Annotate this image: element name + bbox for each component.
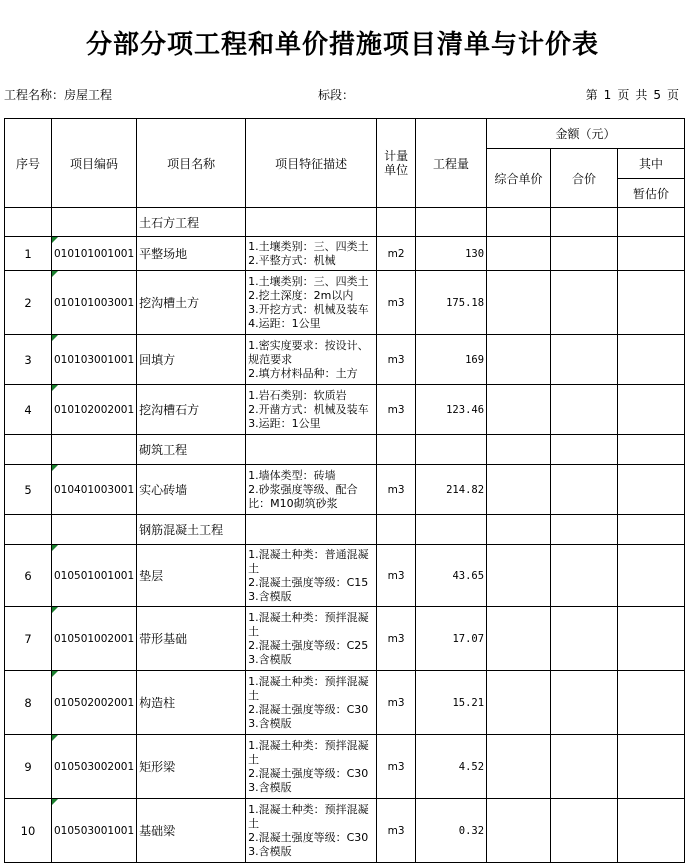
description-line: 2.填方材料品种：土方 [248,366,358,380]
total-cell [551,237,618,271]
description-line: 土 [248,752,260,766]
empty-cell [246,208,377,237]
code-cell [51,208,136,237]
code-cell [51,435,136,465]
unit-price-cell [487,799,551,863]
section-row [5,515,685,545]
description-line: 1.混凝土种类：预拌混凝 [248,802,369,816]
header-code: 项目编码 [51,119,136,208]
description-line: 3.含模版 [248,652,292,666]
page-total-suffix: 页 [666,88,679,102]
empty-cell [617,208,684,237]
item-name: 实心砖墙 [137,465,246,515]
item-name: 构造柱 [137,671,246,735]
empty-cell [377,515,416,545]
item-description [246,335,377,385]
item-name: 挖沟槽土方 [137,271,246,335]
table-row [5,607,685,671]
section-title: 钢筋混凝土工程 [137,515,246,545]
item-code: 010501001001 [51,545,136,607]
item-code: 010101001001 [51,237,136,271]
empty-cell [551,435,618,465]
empty-cell [487,435,551,465]
total-cell [551,799,618,863]
provisional-cell [617,607,684,671]
unit-cell: m3 [377,545,416,607]
page-total-prefix: 共 [635,88,648,102]
item-name: 矩形梁 [137,735,246,799]
unit-cell: m3 [377,335,416,385]
description-line: 2.混凝土强度等级：C30 [248,702,369,716]
empty-cell [246,515,377,545]
empty-cell [377,208,416,237]
item-code: 010503002001 [51,735,136,799]
item-code: 010102002001 [51,385,136,435]
unit-price-cell [487,671,551,735]
seq-cell: 6 [5,545,52,607]
description-line: 2.混凝土强度等级：C25 [248,638,369,652]
unit-price-cell [487,545,551,607]
description-line: 土 [248,561,260,575]
description-line: 1.岩石类别：软质岩 [248,388,347,402]
description-line: 1.墙体类型：砖墙 [248,468,336,482]
description-line: 2.砂浆强度等级、配合 [248,482,358,496]
page-prefix: 第 [585,88,598,102]
seq-cell: 10 [5,799,52,863]
seq-cell [5,515,52,545]
seq-cell: 7 [5,607,52,671]
empty-cell [551,208,618,237]
item-code: 010103001001 [51,335,136,385]
description-line: 土 [248,816,260,830]
empty-cell [487,208,551,237]
unit-cell: m3 [377,465,416,515]
description-line: 1.混凝土种类：预拌混凝 [248,610,369,624]
provisional-cell [617,271,684,335]
item-name: 平整场地 [137,237,246,271]
item-description [246,545,377,607]
provisional-cell [617,671,684,735]
quantity-cell: 175.18 [416,271,487,335]
total-cell [551,735,618,799]
unit-cell: m3 [377,271,416,335]
description-line: 规范要求 [248,352,293,366]
empty-cell [416,435,487,465]
empty-cell [487,515,551,545]
quantity-cell: 0.32 [416,799,487,863]
table-body [5,208,685,863]
item-name: 挖沟槽石方 [137,385,246,435]
provisional-cell [617,545,684,607]
seq-cell: 9 [5,735,52,799]
provisional-cell [617,735,684,799]
bill-table [4,118,685,863]
unit-cell: m3 [377,671,416,735]
provisional-cell [617,465,684,515]
item-description [246,607,377,671]
project-name: 工程名称：房屋工程 [4,88,113,102]
empty-cell [551,515,618,545]
total-cell [551,545,618,607]
empty-cell [377,435,416,465]
description-line: 3.运距：1公里 [248,416,321,430]
item-code: 010501002001 [51,607,136,671]
quantity-cell: 123.46 [416,385,487,435]
seq-cell: 8 [5,671,52,735]
seq-cell [5,435,52,465]
description-line: 土 [248,688,260,702]
description-line: 3.含模版 [248,589,292,603]
section-title: 砌筑工程 [137,435,246,465]
empty-cell [246,435,377,465]
unit-price-cell [487,271,551,335]
description-line: 3.含模版 [248,844,292,858]
table-row [5,735,685,799]
description-line: 1.混凝土种类：普通混凝 [248,547,369,561]
seq-cell: 3 [5,335,52,385]
seq-cell: 4 [5,385,52,435]
unit-cell: m3 [377,735,416,799]
section-title: 土石方工程 [137,208,246,237]
description-line: 2.混凝土强度等级：C15 [248,575,369,589]
code-cell [51,515,136,545]
unit-price-cell [487,335,551,385]
total-cell [551,335,618,385]
header-unit: 计量单位 [377,119,416,208]
item-code: 010401003001 [51,465,136,515]
table-row [5,465,685,515]
total-cell [551,465,618,515]
seq-cell: 5 [5,465,52,515]
description-line: 2.平整方式：机械 [248,253,336,267]
header-of-which: 其中 [617,149,684,179]
page-word: 页 [617,88,630,102]
description-line: 1.混凝土种类：预拌混凝 [248,738,369,752]
item-code: 010101003001 [51,271,136,335]
provisional-cell [617,335,684,385]
section-row [5,208,685,237]
table-row [5,271,685,335]
quantity-cell: 214.82 [416,465,487,515]
quantity-cell: 17.07 [416,607,487,671]
description-line: 1.混凝土种类：预拌混凝 [248,674,369,688]
provisional-cell [617,385,684,435]
description-line: 1.土壤类别：三、四类土 [248,239,369,253]
seq-cell: 2 [5,271,52,335]
table-row [5,545,685,607]
total-cell [551,271,618,335]
unit-price-cell [487,607,551,671]
empty-cell [617,435,684,465]
section-row [5,435,685,465]
description-line: 比：M10砌筑砂浆 [248,496,338,510]
unit-cell: m3 [377,385,416,435]
quantity-cell: 169 [416,335,487,385]
description-line: 2.混凝土强度等级：C30 [248,766,369,780]
provisional-cell [617,799,684,863]
provisional-cell [617,237,684,271]
item-description [246,465,377,515]
quantity-cell: 4.52 [416,735,487,799]
page-title: 分部分项工程和单价措施项目清单与计价表 [85,30,599,60]
description-line: 2.开凿方式：机械及装车 [248,402,369,416]
seq-cell [5,208,52,237]
item-name: 基础梁 [137,799,246,863]
unit-cell: m3 [377,799,416,863]
page-current: 1 [603,88,612,102]
table-row [5,799,685,863]
item-name: 垫层 [137,545,246,607]
header-desc: 项目特征描述 [246,119,377,208]
item-description [246,385,377,435]
header-name: 项目名称 [137,119,246,208]
header-qty: 工程量 [416,119,487,208]
description-line: 4.运距：1公里 [248,316,321,330]
item-code: 010502002001 [51,671,136,735]
description-line: 2.混凝土强度等级：C30 [248,830,369,844]
empty-cell [617,515,684,545]
unit-cell: m2 [377,237,416,271]
quantity-cell: 43.65 [416,545,487,607]
item-description [246,671,377,735]
header-provisional: 暂估价 [617,179,684,208]
header-total: 合价 [551,149,618,208]
table-row [5,237,685,271]
description-line: 1.密实度要求：按设计、 [248,338,369,352]
item-name: 回填方 [137,335,246,385]
total-cell [551,385,618,435]
empty-cell [416,208,487,237]
header-seq: 序号 [5,119,52,208]
header-amount: 金额（元） [487,119,685,149]
page-total: 5 [653,88,661,102]
unit-price-cell [487,385,551,435]
unit-price-cell [487,237,551,271]
description-line: 1.土壤类别：三、四类土 [248,274,369,288]
description-line: 3.含模版 [248,780,292,794]
table-row [5,671,685,735]
header-unit-price: 综合单价 [487,149,551,208]
item-description [246,799,377,863]
item-description [246,271,377,335]
item-name: 带形基础 [137,607,246,671]
quantity-cell: 130 [416,237,487,271]
seq-cell: 1 [5,237,52,271]
table-row [5,335,685,385]
quantity-cell: 15.21 [416,671,487,735]
description-line: 3.含模版 [248,716,292,730]
page-info [580,86,679,103]
description-line: 2.挖土深度：2m以内 [248,288,354,302]
unit-price-cell [487,735,551,799]
table-row [5,385,685,435]
empty-cell [416,515,487,545]
item-description [246,237,377,271]
item-code: 010503001001 [51,799,136,863]
section-label: 标段： [318,88,355,102]
item-description [246,735,377,799]
description-line: 3.开挖方式：机械及装车 [248,302,369,316]
unit-cell: m3 [377,607,416,671]
total-cell [551,671,618,735]
total-cell [551,607,618,671]
description-line: 土 [248,624,260,638]
unit-price-cell [487,465,551,515]
